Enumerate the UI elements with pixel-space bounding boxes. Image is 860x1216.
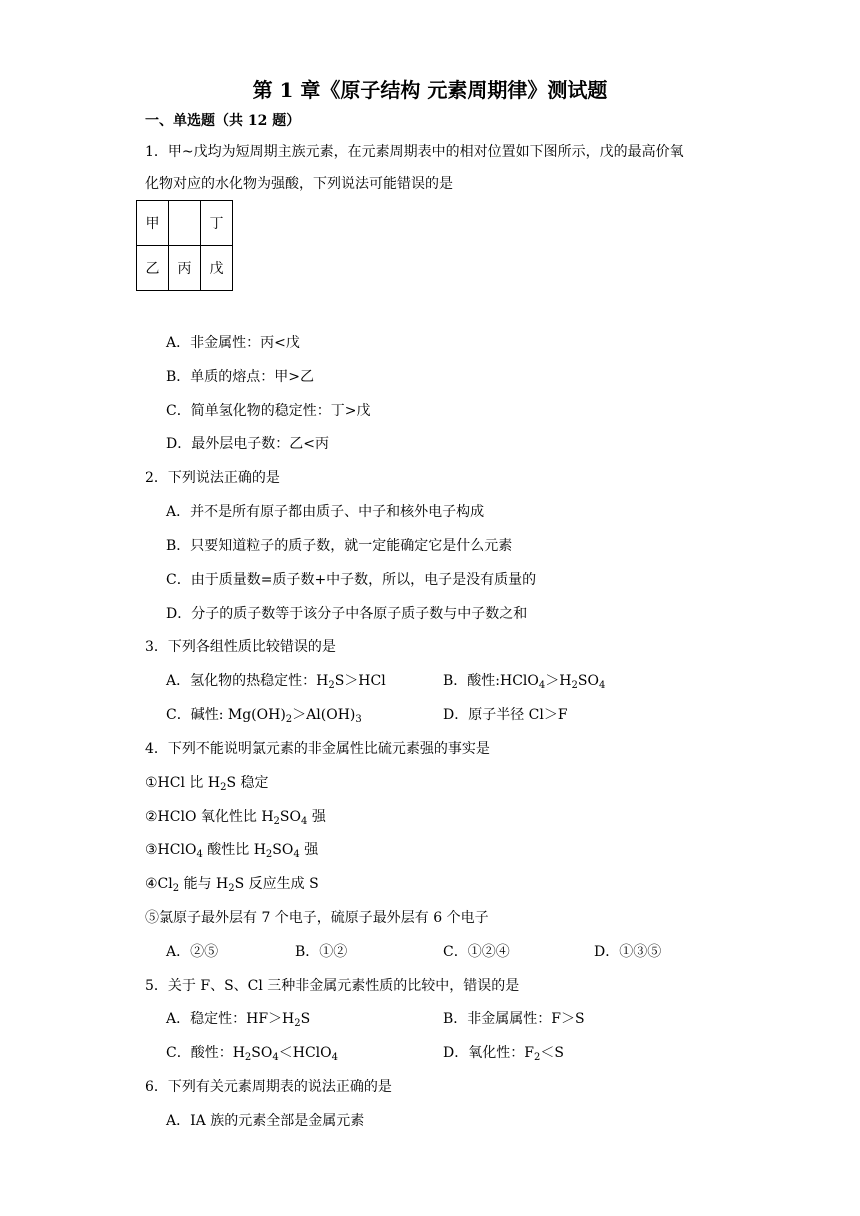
periodic-position-table: [136, 200, 233, 291]
q1-stem-line2: 化物对应的水化物为强酸，下列说法可能错误的是: [145, 176, 453, 192]
q2-option-b: B．只要知道粒子的质子数，就一定能确定它是什么元素: [166, 538, 513, 554]
q1-option-a: A．非金属性：丙<戊: [166, 335, 300, 351]
q1-option-b: B．单质的熔点：甲>乙: [166, 369, 315, 385]
section-heading: 一、单选题（共 12 题）: [145, 113, 301, 129]
q4-statement-5: ⑤氯原子最外层有 7 个电子，硫原子最外层有 6 个电子: [145, 910, 489, 926]
q6-option-a: A．IA 族的元素全部是金属元素: [166, 1113, 365, 1129]
q4-statement-2: ②HClO 氧化性比 $H_2SO_4$ 强: [145, 809, 326, 827]
table-cell: 丁: [201, 201, 233, 246]
q4-stem: 4．下列不能说明氯元素的非金属性比硫元素强的事实是: [145, 741, 490, 757]
q5-option-d: D．氧化性：$F_2<S$: [443, 1045, 564, 1063]
table-cell: [169, 201, 201, 246]
q1-option-c: C．简单氢化物的稳定性：丁>戊: [166, 403, 371, 419]
q2-option-a: A．并不是所有原子都由质子、中子和核外电子构成: [166, 504, 485, 520]
q3-option-b: B．酸性$:HClO_4>H_2SO_4$: [443, 673, 606, 691]
table-cell: 乙: [137, 246, 169, 291]
q4-statement-1: ①HCl 比 $H_2S$ 稳定: [145, 775, 269, 793]
q5-option-c: C．酸性：$H_2SO_4<HClO_4$: [166, 1045, 339, 1063]
q3-option-d: D．原子半径 Cl＞F: [443, 707, 568, 723]
q6-stem: 6．下列有关元素周期表的说法正确的是: [145, 1079, 392, 1095]
q2-option-c: C．由于质量数=质子数+中子数，所以，电子是没有质量的: [166, 572, 537, 588]
q2-option-d: D．分子的质子数等于该分子中各原子质子数与中子数之和: [166, 606, 528, 622]
q3-option-a: A．氢化物的热稳定性：$H_2S>HCl$: [166, 673, 386, 691]
q2-stem: 2．下列说法正确的是: [145, 470, 280, 486]
q1-stem-line1: 1．甲~戊均为短周期主族元素，在元素周期表中的相对位置如下图所示，戊的最高价氧: [145, 144, 684, 160]
q5-option-a: A．稳定性：$HF>H_2S$: [166, 1011, 311, 1029]
page-title: 第 1 章《原子结构 元素周期律》测试题: [252, 78, 608, 102]
q4-statement-3: ③HClO$_4$ 酸性比 $H_2SO_4$ 强: [145, 842, 319, 860]
q5-option-b: B．非金属属性：F＞S: [443, 1011, 585, 1027]
table-cell: 戊: [201, 246, 233, 291]
q4-option-c: C．①②④: [443, 944, 510, 960]
q4-option-a: A．②⑤: [166, 944, 219, 960]
q5-stem: 5．关于 F、S、Cl 三种非金属元素性质的比较中，错误的是: [145, 978, 520, 994]
q1-option-d: D．最外层电子数：乙<丙: [166, 436, 329, 452]
q3-stem: 3．下列各组性质比较错误的是: [145, 639, 336, 655]
q3-option-c: C．碱性: $Mg(OH)_2>Al(OH)_3$: [166, 707, 362, 725]
q4-option-d: D．①③⑤: [594, 944, 662, 960]
table-cell: 甲: [137, 201, 169, 246]
table-cell: 丙: [169, 246, 201, 291]
q4-statement-4: $④Cl_2$ 能与 $H_2S$ 反应生成 S: [145, 876, 319, 894]
q4-option-b: B．①②: [295, 944, 348, 960]
